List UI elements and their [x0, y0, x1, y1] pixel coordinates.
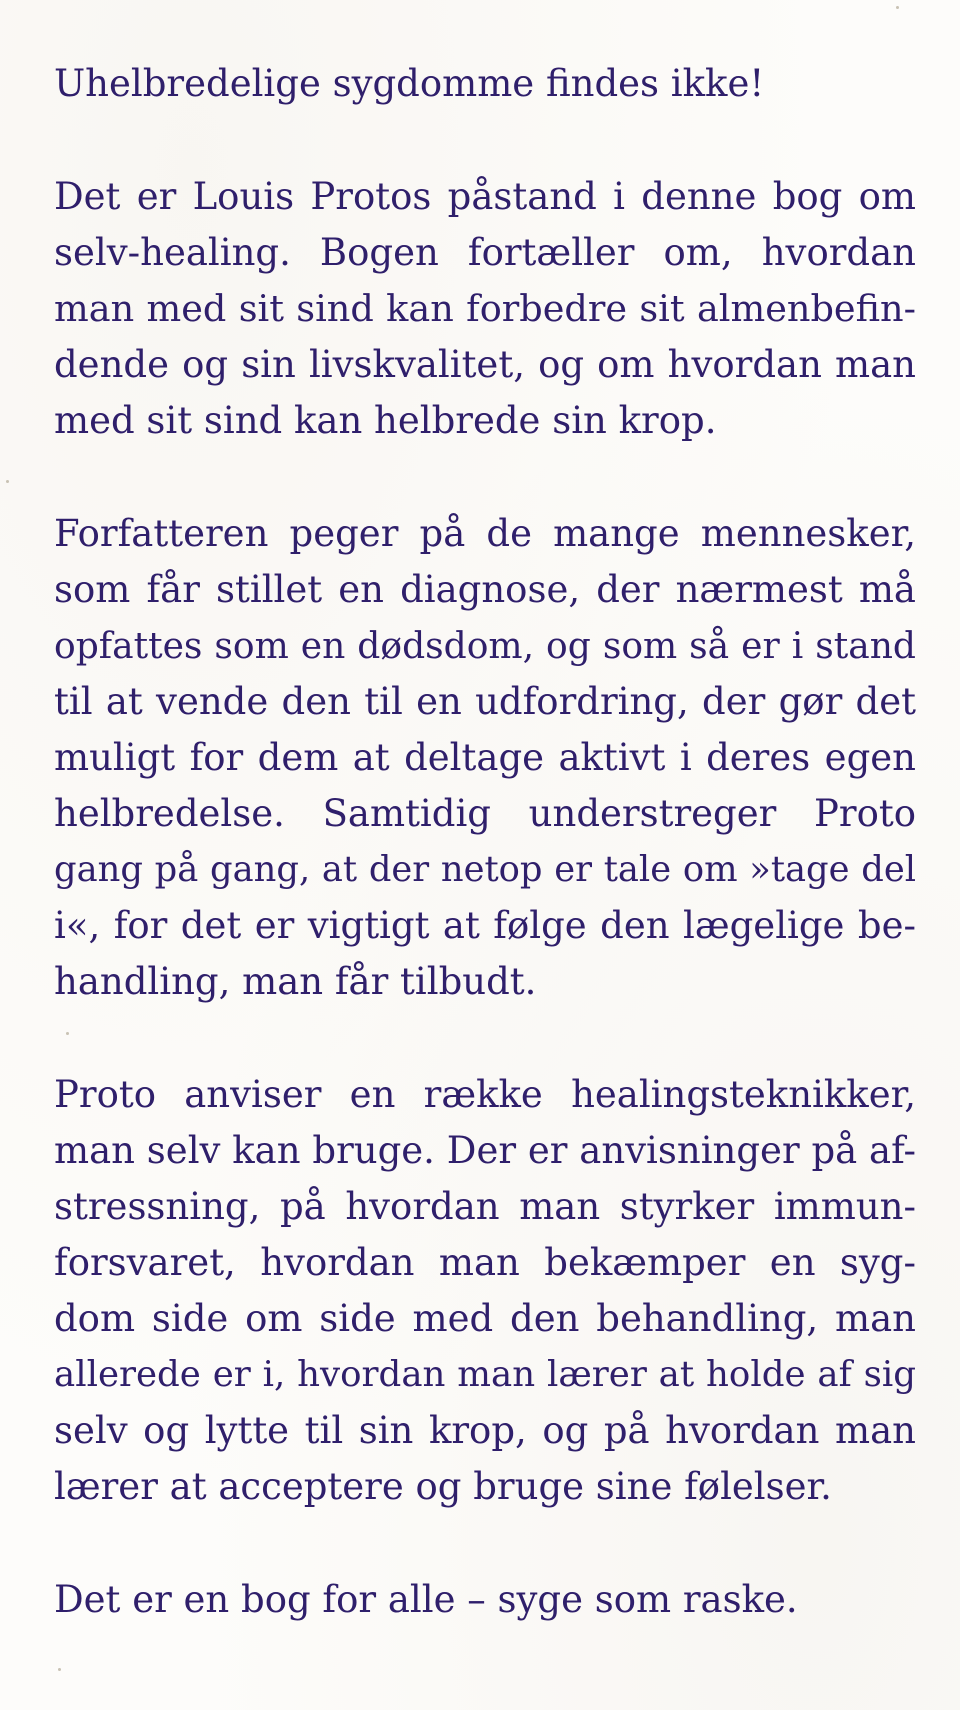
blurb-text — [54, 56, 916, 1628]
heading-line: Uhelbredelige sygdomme findes ikke! — [54, 62, 765, 105]
paragraph-2-line-4: til at vende den til en udfordring, der gør det — [54, 680, 916, 723]
paper-speck — [6, 480, 9, 483]
paragraph-1-line-1: Det er Louis Protos påstand i denne bog om — [54, 175, 916, 218]
paper-speck — [58, 1668, 61, 1671]
paragraph-3-line-1: Proto anviser en række healingsteknikker, — [54, 1073, 916, 1116]
paper-speck — [66, 1032, 69, 1035]
paragraph-1-line-5: med sit sind kan helbrede sin krop. — [54, 399, 717, 442]
paragraph-2-line-8: i«, for det er vigtigt at følge den lægelige be- — [54, 904, 916, 947]
paragraph-2-line-7: gang på gang, at der netop er tale om »tage del — [54, 849, 916, 890]
paragraph-gap — [54, 1010, 916, 1067]
closing-line: Det er en bog for alle – syge som raske. — [54, 1578, 798, 1621]
paragraph-gap — [54, 1515, 916, 1572]
paragraph-2-line-3: opfattes som en dødsdom, og som så er i stand — [54, 625, 916, 667]
paragraph-3-line-3: stressning, på hvordan man styrker immun- — [54, 1185, 916, 1228]
paragraph-2-line-6: helbredelse. Samtidig understreger Proto — [54, 792, 916, 835]
paper-speck — [896, 6, 899, 9]
paragraph-1-line-3: man med sit sind kan forbedre sit almenbefin- — [54, 287, 916, 330]
paragraph-2-line-5: muligt for dem at deltage aktivt i deres egen — [54, 736, 916, 779]
paragraph-3-line-7: selv og lytte til sin krop, og på hvordan man — [54, 1409, 916, 1452]
paragraph-2-line-2: som får stillet en diagnose, der nærmest må — [54, 568, 916, 611]
paragraph-3-line-2: man selv kan bruge. Der er anvisninger på af- — [54, 1129, 916, 1172]
paragraph-3-line-8: lærer at acceptere og bruge sine følelser. — [54, 1465, 832, 1508]
paragraph-1-line-4: dende og sin livskvalitet, og om hvordan man — [54, 343, 916, 386]
paragraph-2-line-9: handling, man får tilbudt. — [54, 960, 537, 1003]
paragraph-3-line-4: forsvaret, hvordan man bekæmper en syg- — [54, 1241, 916, 1284]
paragraph-1-line-2: selv-healing. Bogen fortæller om, hvordan — [54, 231, 916, 274]
paragraph-gap — [54, 112, 916, 169]
paragraph-3-line-5: dom side om side med den behandling, man — [54, 1297, 916, 1340]
paragraph-gap — [54, 449, 916, 506]
paragraph-3-line-6: allerede er i, hvordan man lærer at holde af sig — [54, 1354, 916, 1395]
paragraph-2-line-1: Forfatteren peger på de mange mennesker, — [54, 512, 916, 555]
